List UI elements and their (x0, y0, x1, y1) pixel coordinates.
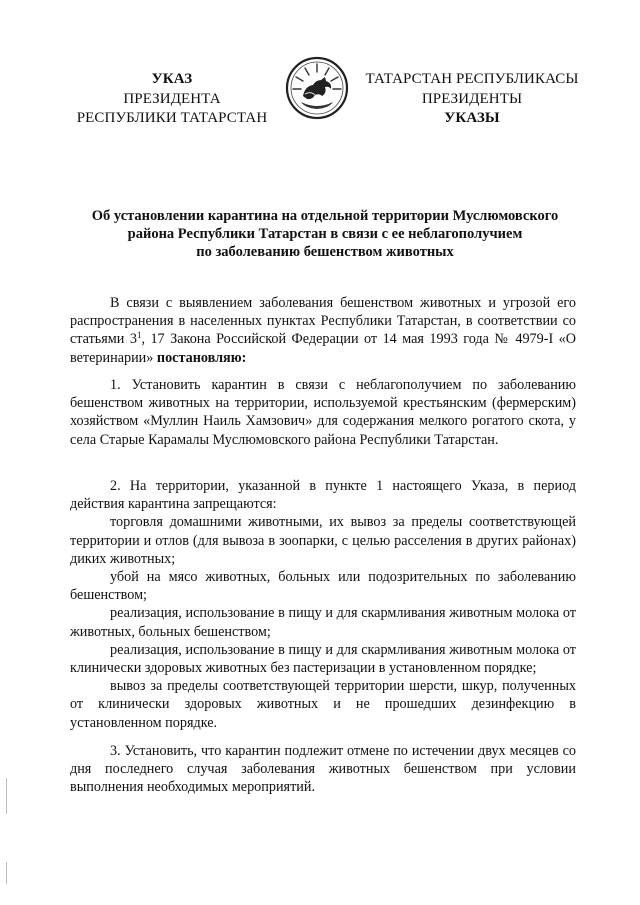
header-left-line3: РЕСПУБЛИКИ ТАТАРСТАН (76, 110, 268, 126)
item-3-text: 3. Установить, что карантин подлежит отмене по истечении двух месяцев со дня последнего случая заболевания животных бешенством при условии выполнения необходимых мероприятий. (70, 743, 576, 796)
header-left-line2: ПРЕЗИДЕНТА (123, 90, 221, 107)
intro-paragraph (70, 294, 576, 367)
header-left-title: УКАЗ (151, 71, 193, 87)
scan-artifact (6, 778, 7, 814)
coat-of-arms-icon (285, 56, 349, 120)
intro-superscript: 1 (136, 330, 142, 341)
item-2-text: 2. На территории, указанной в пункте 1 настоящего Указа, в период действия карантина запрещаются: (70, 478, 576, 513)
item-2-sub-2: убой на мясо животных, больных или подозрительных по заболеванию бешенством; (70, 569, 576, 604)
intro-decree-word: постановляю: (156, 349, 247, 366)
header-right-title: УКАЗЫ (444, 110, 500, 126)
item-2-sub-3: реализация, использование в пищу и для скармливания животным молока от животных, больных бешенством; (70, 605, 576, 640)
header-right-line1: ТАТАРСТАН РЕСПУБЛИКАСЫ (365, 71, 579, 87)
item-2-sub-5: вывоз за пределы соответствующей территории шерсти, шкур, полученных от клинически здоровых животных и не прошедших дезинфекцию в установленном порядке. (70, 678, 576, 731)
item-3 (70, 742, 576, 797)
header-left (60, 70, 284, 129)
title-line-2: района Республики Татарстан в связи с ее неблагополучием (127, 226, 523, 242)
intro-text: В связи с выявлением заболевания бешенством животных и угрозой его распространения в населенных пунктах Республики Татарстан, в соответствии со статьями 3 (70, 295, 576, 348)
item-2-sub-4: реализация, использование в пищу и для скармливания животным молока от клинически здоровых животных без пастеризации в установленном порядке; (70, 641, 576, 677)
item-1-text: 1. Установить карантин в связи с неблагополучием по заболеванию бешенством животных на территории, используемой крестьянским (фермерским) хозяйством «Муллин Наиль Хамзович» для содержания мелкого рогатого скота, у села Старые Карамалы Муслюмовского района Республики Татарстан. (70, 377, 576, 448)
title-line-3: по заболеванию бешенством животных (196, 244, 454, 260)
item-1 (70, 376, 576, 449)
scan-artifact (6, 862, 7, 884)
item-2 (70, 477, 576, 732)
document-title (60, 207, 590, 261)
item-2-sub-1: торговля домашними животными, их вывоз за пределы соответствующей территории и отлов (для вывоза в зоопарки, с целью расселения в других районах) диких животных; (70, 514, 576, 567)
header-right-line2: ПРЕЗИДЕНТЫ (421, 90, 523, 107)
title-line-1: Об установлении карантина на отдельной территории Муслюмовского (91, 208, 559, 224)
header-right (356, 70, 588, 129)
intro-text-cont: , 17 Закона Российской Федерации от 14 мая 1993 года № 4979-I «О ветеринарии» (70, 331, 576, 366)
